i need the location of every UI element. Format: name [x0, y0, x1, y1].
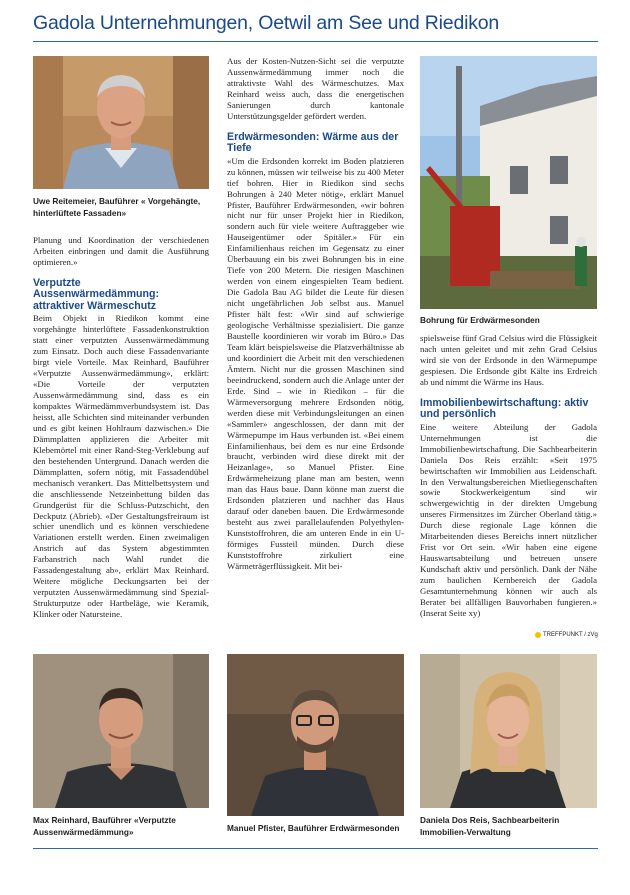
page-title: Gadola Unternehmungen, Oetwil am See und Riedikon	[33, 12, 500, 34]
column-1-intro: Planung und Koordination der verschiedenen Arbeiten einbringen und damit die Ausführung optimieren.»	[33, 235, 209, 267]
caption-manuel-pfister: Manuel Pfister, Bauführer Erdwärmesonden	[227, 823, 400, 833]
bottom-divider	[33, 848, 598, 849]
photo-daniela-dos-reis	[420, 654, 597, 808]
column-1	[33, 235, 209, 620]
column-2	[227, 56, 404, 572]
heading-aussenwaermedaemmung: Verputzte Aussenwärmedämmung: attraktiver Wärmeschutz	[33, 276, 159, 312]
title-divider	[33, 41, 598, 42]
photo-uwe-reitemeier	[33, 56, 209, 189]
photo-manuel-pfister	[227, 654, 404, 816]
caption-uwe-reitemeier: Uwe Reitemeier, Bauführer « Vorgehängte, hinterlüftete Fassaden»	[33, 196, 201, 218]
heading-immobilienbewirtschaftung: Immobilienbewirtschaftung: aktiv und persönlich	[420, 396, 589, 421]
credit-text: TREFFPUNKT / zVg	[543, 632, 598, 638]
caption-drilling: Bohrung für Erdwärmesonden	[420, 315, 540, 325]
column-3-intro: spielsweise fünf Grad Celsius wird die Flüssigkeit nach unten geleitet und mit zehn Grad Celsius wird sie von der Erdsonde in den Wärmepumpe gespiesen. Die Erdsonde gibt Kälte ins Erdreich ab und nimmt die Wärme ins Haus.	[420, 333, 597, 387]
column-3-body: Eine weitere Abteilung der Gadola Unternehmungen ist die Immobilienbewirtschaftung. Die Sachbearbeiterin Daniela Dos Reis erzählt: «Seit 1975 bewirtschaften wir Immobilien aus Leidenschaft. In den Verwaltungsbereichen Mietliegenschaften sowie Stockwerkeigentum sind wir schwergewichtig in der direkten Umgebung unseres Firmensitzes im Zürcher Oberland tätig.» Durch diese regionale Lage können die Mitarbeitenden dieses Bereichs innert nützlicher Frist vor Ort sein. «Wir haben eine eigene Hauswartsabteilung und betreuen unsere Kundschaft aktiv und persönlich. Dank der Nähe zum baulichen Kernbereich der Gadola Gesamtunternehmung können wir auch als Berater bei allfälligen Bauvorhaben fungieren.» (Inserat Seite xy)	[420, 421, 597, 618]
column-2-intro: Aus der Kosten-Nutzen-Sicht sei die verputzte Aussenwärmedämmung immer noch die attraktivste Wahl des Wärmeschutzes. Max Reinhard weiss auch, dass die energetischen Sanierungen durch kantonale Unterstützungsgelder gefördert werden.	[227, 56, 404, 121]
caption-max-reinhard: Max Reinhard, Bauführer «Verputzte Aussenwärmedämmung»	[33, 815, 176, 837]
caption-daniela-dos-reis: Daniela Dos Reis, Sachbearbeiterin Immobilien-Verwaltung	[420, 815, 560, 837]
column-2-body: «Um die Erdsonden korrekt im Boden platzieren zu können, müssen wir teilweise bis zu 400 Meter tief bohren. Hier in Riedikon sind sechs Bohrungen à 240 Meter nötig», erklärt Manuel Pfister, Bauführer Erdwärmesonden, «wir bohren nicht nur für unser Projekt hier in Riedikon, sondern auch für viele weitere Auftraggeber wie Hauseigentümer oder Spitäler.» Für ein Einfamilienhaus reichen im Gegensatz zu einer Überbauung ein bis zwei Bohrungen bis in eine Tiefe von 200 Metern. Die riesigen Maschinen werden von einem eingespielten Team bedient. Die Gadola Bau AG bildet die Leute für diesen nicht ungefährlichen Job selbst aus. Manuel Pfister hält fest: «Wir sind auf schwierige geologische Verhältnisse spezialisiert. Die ganze Baustelle koordinieren wir vorab im Büro.» Das Team klärt beispielsweise die Platzverhältnisse ab und koordiniert die Arbeit mit den verschiedenen Ämtern. Nicht nur die grossen Maschinen sind beeindruckend, sondern auch die Anlage unter der Erde. Sind – wie in Riedikon – für die Wärmeversorgung mehrere Erdsonden nötig, werden diese mit Verbindungsleitungen an einen «Sammler» angeschlossen, der dann mit der Wärmepumpe im Haus verbunden ist. «Bei einem Einfamilienhaus, bei dem es nur eine Erdsonde braucht, verbinden wird diese direkt mit der Heizanlage», so Manuel Pfister. Eine Erdwärmeheizung plane man am besten, wenn man das Haus baue. Dann könne man zuerst die Erdsonden platzieren und nachher das Haus darauf oder daneben bauen. Die Erdwärmesonde besteht aus zwei parallelaufenden Polyethylen-Kunststoffrohren, die am unteren Ende in ein U-förmiges Fussteil münden. Durch diese Kunststoffrohre zirkuliert eine Wärmeträgerflüssigkeit. Mit bei-	[227, 155, 404, 571]
photo-max-reinhard	[33, 654, 209, 808]
photo-credit	[535, 632, 598, 638]
column-3	[420, 333, 597, 619]
photo-drilling-rig	[420, 56, 597, 309]
column-1-body: Beim Objekt in Riedikon kommt eine vorgehängte hinterlüftete Fassadenkonstruktion statt einer verputzten Aussenwärmedämmung zum Einsatz. Doch auch diese Fassadenvariante birgt viele Vorteile. Max Reinhard, Bauführer «Verputzte Aussenwärmedämmung», erklärt: «Die Vorteile der verputzten Aussenwärmedämmung sind, dass es ein kompaktes Wärmedämmverbundsystem ist. Das heisst, alle Schichten sind miteinander verbunden und es gibt keinen Hohlraum dazwischen.» Die Dämmplatten applizieren die Arbeiter mit Klebemörtel mit einer Rand-Steg-Verklebung auf den bestehenden Untergrund. Danach werden die Dämmplatten, sofern nötig, mit Fassadendübel mechanisch verankert. Das Mittelbettsystem und die anschliessende Netzeinbettung bilden das Grundgerüst für die Schluss-Putzschicht, den Deckputz (Abrieb). «Der Gestaltungsfreiraum ist schier unendlich und es können verschiedene Variationen erstellt werden. Einen zweimaligen Anstrich auf das System abgestimmten Farbanstrich nach Wahl rundet die Fassadengestaltung ab», erklärt Max Reinhard. Weitere mögliche Deckungsarten bei der verputzten Aussenwärmedämmung sind Spezial-Strukturputze oder Hartbeläge, wie Keramik, Klinker oder Natursteine.	[33, 313, 209, 620]
heading-erdwaermesonden: Erdwärmesonden: Wärme aus der Tiefe	[227, 130, 399, 155]
credit-dot-icon	[535, 632, 541, 638]
